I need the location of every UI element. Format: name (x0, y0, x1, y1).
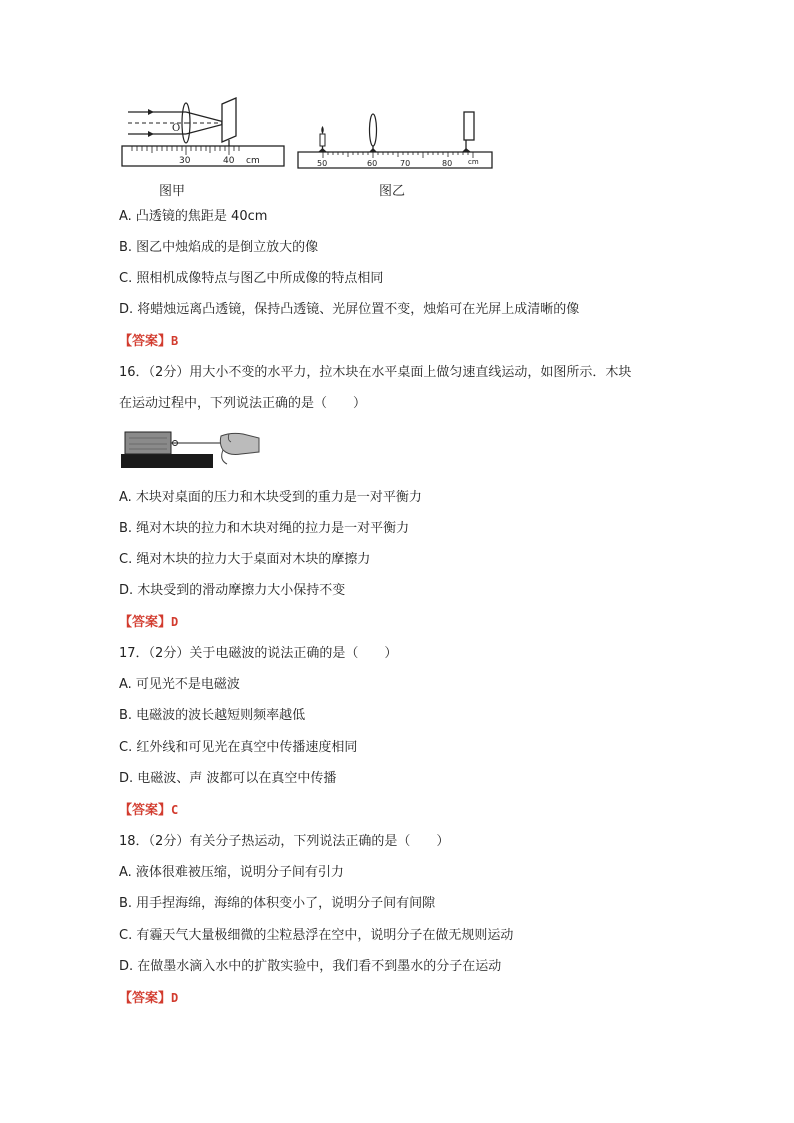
answer-value: C (171, 803, 179, 817)
q17-stem: 17．（2分）关于电磁波的说法正确的是（ ） (119, 646, 398, 661)
ruler-label-80: 80 (442, 159, 453, 168)
answer-label: 【答案】 (119, 334, 172, 349)
ruler-label-50: 50 (317, 159, 328, 168)
q16-option-c: C. 绳对木块的拉力大于桌面对木块的摩擦力 (119, 552, 371, 567)
ruler-label-60: 60 (367, 159, 378, 168)
ruler-label-cm: cm (246, 156, 260, 166)
answer-value: D (171, 991, 179, 1005)
ruler-label-70: 70 (400, 159, 411, 168)
ruler-label-40: 40 (223, 156, 235, 166)
ruler-label-30: 30 (179, 156, 191, 166)
q18-option-c: C. 有霾天气大量极细微的尘粒悬浮在空中，说明分子在做无规则运动 (119, 928, 514, 943)
figure-jia (118, 96, 288, 176)
figure-yi-caption: 图乙 (379, 184, 406, 199)
answer-label: 【答案】 (119, 991, 172, 1006)
q18-stem: 18．（2分）有关分子热运动，下列说法正确的是（ ） (119, 834, 450, 849)
figure-jia-caption: 图甲 (159, 184, 186, 199)
q17-answer (119, 800, 178, 821)
q15-option-d: D. 将蜡烛远离凸透镜，保持凸透镜、光屏位置不变，烛焰可在光屏上成清晰的像 (119, 302, 580, 317)
answer-label: 【答案】 (119, 803, 172, 818)
q18-option-a: A. 液体很难被压缩，说明分子间有引力 (119, 865, 344, 880)
q18-answer (119, 988, 178, 1009)
figure-q16-block (121, 428, 261, 470)
q17-option-b: B. 电磁波的波长越短则频率越低 (119, 708, 306, 723)
answer-label: 【答案】 (119, 615, 172, 630)
q16-option-a: A. 木块对桌面的压力和木块受到的重力是一对平衡力 (119, 490, 422, 505)
figure-yi (296, 108, 496, 172)
q15-option-a: A. 凸透镜的焦距是 40cm (119, 209, 268, 224)
q16-option-d: D. 木块受到的滑动摩擦力大小保持不变 (119, 583, 346, 598)
q16-answer (119, 612, 178, 633)
q17-option-d: D. 电磁波、声 波都可以在真空中传播 (119, 771, 337, 786)
ruler-label-cm: cm (468, 158, 479, 166)
q16-stem-line2: 在运动过程中，下列说法正确的是（ ） (119, 396, 367, 411)
answer-value: B (171, 334, 179, 348)
answer-value: D (171, 615, 179, 629)
q15-answer (119, 331, 178, 352)
q15-option-c: C. 照相机成像特点与图乙中所成像的特点相同 (119, 271, 384, 286)
q18-option-d: D. 在做墨水滴入水中的扩散实验中，我们看不到墨水的分子在运动 (119, 959, 502, 974)
lens-label: O (172, 123, 181, 134)
q17-option-a: A. 可见光不是电磁波 (119, 677, 240, 692)
q15-option-b: B. 图乙中烛焰成的是倒立放大的像 (119, 240, 319, 255)
q16-option-b: B. 绳对木块的拉力和木块对绳的拉力是一对平衡力 (119, 521, 410, 536)
q18-option-b: B. 用手捏海绵，海绵的体积变小了，说明分子间有间隙 (119, 896, 436, 911)
q17-option-c: C. 红外线和可见光在真空中传播速度相同 (119, 740, 358, 755)
q16-stem-line1: 16．（2分）用大小不变的水平力，拉木块在水平桌面上做匀速直线运动，如图所示．木块 (119, 365, 632, 380)
